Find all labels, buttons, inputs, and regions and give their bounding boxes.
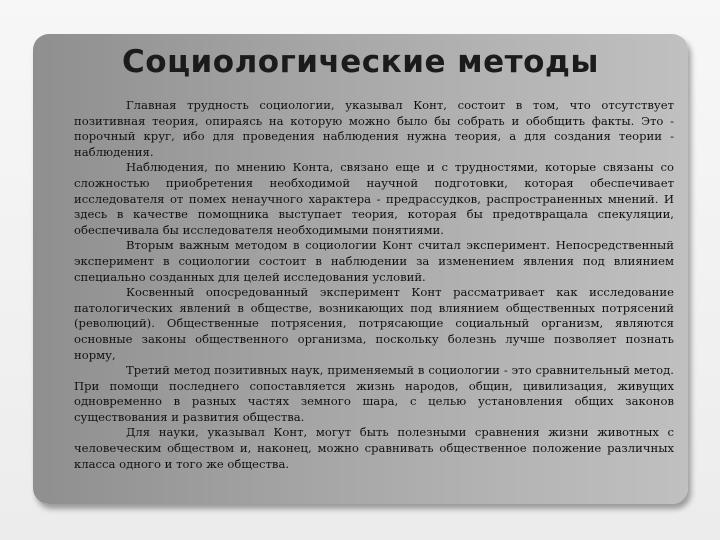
paragraph-5: Третий метод позитивных наук, применяемый в социологии - это сравнительный метод. При помощи последнего сопоставляется жизнь народов, общин, цивилизация, живущих одновременно в разных частях земного шара, с целью установления общих законов существования и развития общества. bbox=[74, 363, 674, 424]
paragraph-2: Наблюдения, по мнению Конта, связано еще и с трудностями, которые связаны со сложностью приобретения необходимой научной подготовки, которая обеспечивает исследователя от помех ненаучного характера - предрассудков, распространенных мнений. И здесь в качестве помощника выступает теория, которая бы предотвращала спекуляции, обеспечивала бы исследователя необходимыми понятиями. bbox=[74, 160, 674, 237]
paragraph-4: Косвенный опосредованный эксперимент Конт рассматривает как исследование патологических явлений в обществе, возникающих под влиянием общественных потрясений (революций). Общественные потрясения, потрясающие социальный организм, являются основные законы общественного организма, поскольку болезнь лучше позволяет познать норму, bbox=[74, 285, 674, 362]
slide-title: Социологические методы bbox=[122, 44, 599, 80]
slide-body bbox=[74, 98, 674, 472]
paragraph-1: Главная трудность социологии, указывал Конт, состоит в том, что отсутствует позитивная теория, опираясь на которую можно было бы собрать и обобщить факты. Это - порочный круг, ибо для проведения наблюдения нужна теория, а для создания теории - наблюдения. bbox=[74, 98, 674, 159]
paragraph-6: Для науки, указывал Конт, могут быть полезными сравнения жизни животных с человеческим обществом и, наконец, можно сравнивать общественное положение различных класса одного и того же общества. bbox=[74, 425, 674, 471]
paragraph-3: Вторым важным методом в социологии Конт считал эксперимент. Непосредственный эксперимент в социологии состоит в наблюдении за изменением явления под влиянием специально созданных для целей исследования условий. bbox=[74, 238, 674, 284]
